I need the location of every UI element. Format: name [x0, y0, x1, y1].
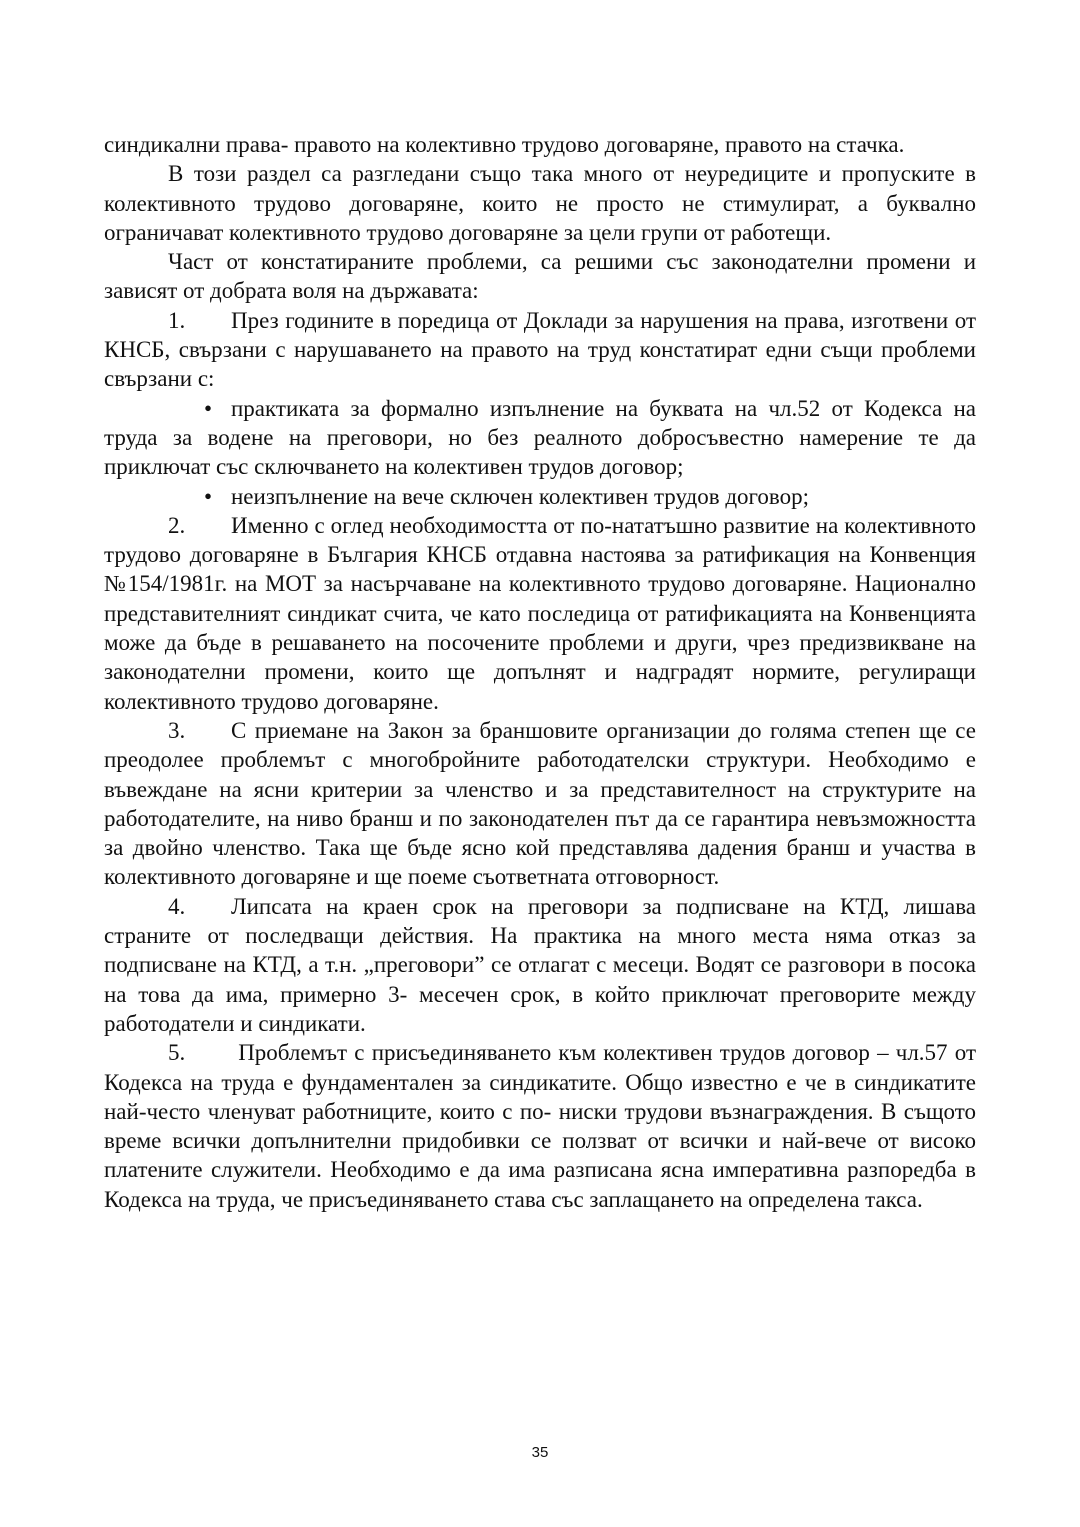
bullet-text: неизпълнение на вече сключен колективен трудов договор;	[231, 483, 809, 509]
bullet-icon: •	[204, 395, 213, 421]
numbered-item-4	[104, 892, 976, 1038]
paragraph-continuation: синдикални права- правото на колективно трудово договаряне, правото на стачка.	[104, 132, 905, 157]
bullet-item	[104, 394, 976, 482]
item-number: 3.	[168, 717, 186, 743]
numbered-item-3	[104, 716, 976, 892]
bullet-item	[104, 482, 976, 511]
bullet-text: практиката за формално изпълнение на буквата на чл.52 от Кодекса на труда за водене на преговори, но без реалното добросъвестно намерение те да приключат със сключването на колективен трудов договор;	[104, 395, 976, 480]
item-number: 1.	[168, 307, 186, 333]
page-number: 35	[531, 1444, 549, 1461]
numbered-item-5	[104, 1038, 976, 1214]
item-number: 4.	[168, 893, 186, 919]
document-body	[104, 130, 976, 1214]
numbered-item-1	[104, 306, 976, 394]
item-text: Проблемът с присъединяването към колективен трудов договор – чл.57 от Кодекса на труда е фундаментален за синдикатите. Общо известно е че в синдикатите най-често членуват работниците, които с по- ниски трудови възнаграждения. В същото време всички допълнителни придобивки се ползват от всички и най-вече от високо платените служители. Необходимо е да има разписана ясна императивна разпоредба в Кодекса на труда, че присъединяването става със заплащането на определена такса.	[104, 1040, 976, 1212]
item-text: През годините в поредица от Доклади за нарушения на права, изготвени от КНСБ, свързани с нарушаването на правото на труд констатират едни същи проблеми свързани с:	[104, 307, 976, 392]
paragraph-problems-intro: Част от констатираните проблеми, са решими със законодателни промени и зависят от добрата воля на държавата:	[104, 249, 976, 304]
item-number: 5.	[168, 1040, 186, 1066]
item-text: С приемане на Закон за браншовите организации до голяма степен ще се преодолее проблемът с многобройните работодателски структури. Необходимо е въвеждане на ясни критерии за членство и за представителност на структурите на работодателите, на ниво бранш и по законодателен път да се гарантира невъзможността за двойно членство. Така ще бъде ясно кой представлява дадения бранш и участва в колективното договаряне и ще поеме съответната отговорност.	[104, 717, 976, 890]
item-text: Липсата на краен срок на преговори за подписване на КТД, лишава страните от последващи действия. На практика на много места няма отказ за подписване на КТД, а т.н. „преговори” се отлагат с месеци. Водят се разговори в посока на това да има, примерно 3- месечен срок, в който приключат преговорите между работодатели и синдикати.	[104, 893, 976, 1036]
bullet-icon: •	[204, 483, 213, 509]
item-number: 2.	[168, 512, 186, 538]
item-text: Именно с оглед необходимостта от по-нататъшно развитие на колективното трудово договаряне в България КНСБ отдавна настоява за ратификация на Конвенция №154/1981г. на МОТ за насърчаване на колективното трудово договаряне. Национално представителният синдикат счита, че като последица от ратификацията на Конвенцията може да бъде в решаването на посочените проблеми и други, чрез предизвикване на законодателни промени, които ще допълнят и надградят нормите, регулиращи колективното трудово договаряне.	[104, 512, 976, 714]
numbered-item-2	[104, 511, 976, 716]
paragraph-section-overview: В този раздел са разгледани също така много от неуредиците и пропуските в колективното трудово договаряне, които не просто не стимулират, а буквално ограничават колективното трудово договаряне за цели групи от работещи.	[104, 161, 976, 245]
